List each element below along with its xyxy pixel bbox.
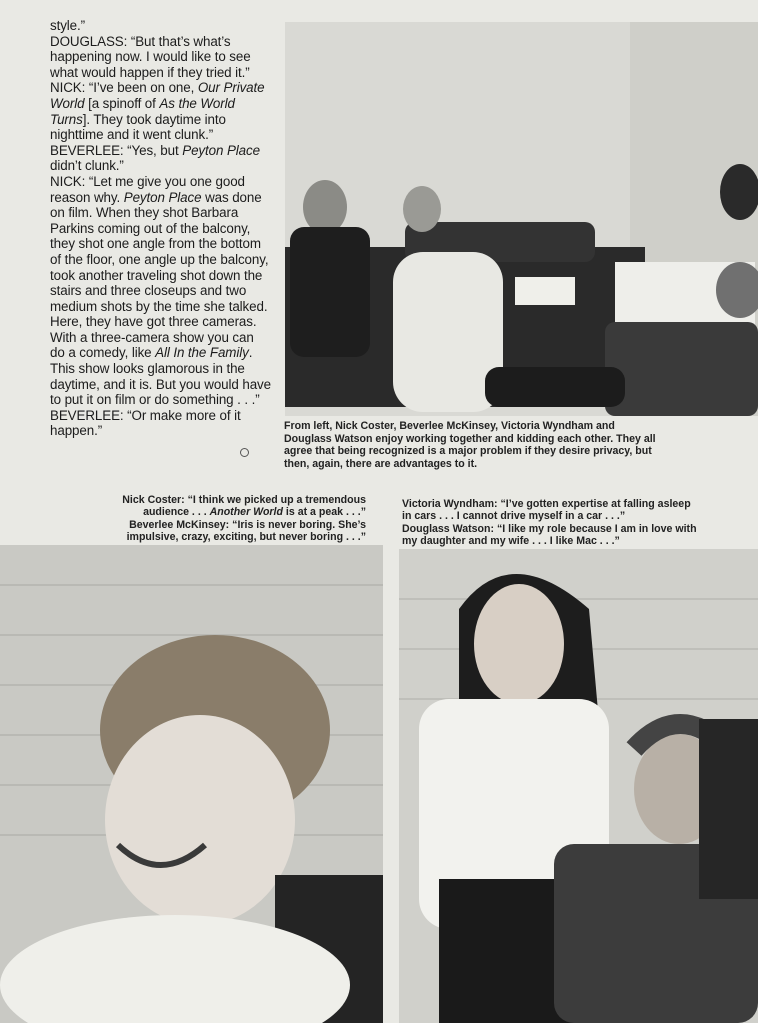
quotes-left-caption	[104, 494, 366, 544]
interview-paragraph: BEVERLEE: “Or make more of it happen.”	[50, 407, 241, 439]
photo-quote: Douglass Watson: “I like my role because I am in love with my daughter and my wife . . . I like Mac . . .”	[402, 522, 697, 548]
interview-paragraph: DOUGLASS: “But that’s what’s happening now. I would like to see what would happen if they tried it.”	[50, 33, 251, 80]
end-of-article-mark	[240, 448, 249, 457]
italic-title: Peyton Place	[123, 189, 202, 205]
portrait-photo-left	[0, 545, 383, 1023]
interview-paragraph: NICK: “I’ve been on one, Our Private World [a spinoff of As the World Turns]. They took daytime into nighttime and it went clunk.”	[50, 80, 265, 143]
portrait-photo-right	[399, 549, 758, 1023]
interview-paragraph: NICK: “Let me give you one good reason why. Peyton Place was done on film. When they shot Barbara Parkins coming out of the balcony, they shot one angle from the bottom of the floor, one angle up the balcony, took another traveling shot down the stairs and three closeups and two medium shots by the time she talked. Here, they have got three cameras. With a three-camera show you can do a comedy, like All In the Family. This show looks glamorous in the daytime, and it is. But you would have to put it on film or do something . . .”	[50, 173, 271, 408]
italic-title: Peyton Place	[182, 142, 260, 158]
photo-quote: Nick Coster: “I think we picked up a tremendous audience . . . Another World is at a peak . . .”	[122, 494, 366, 519]
group-photo-caption: From left, Nick Coster, Beverlee McKinsey, Victoria Wyndham and Douglass Watson enjoy working together and kidding each other. They all agree that being recognized is a major problem if they desire privacy, but then, again, there are advantages to it.	[284, 420, 656, 471]
quotes-right-caption	[402, 498, 702, 548]
italic-title: All In the Family	[155, 345, 249, 361]
interview-paragraph: BEVERLEE: “Yes, but Peyton Place didn’t clunk.”	[50, 142, 260, 174]
italic-title: Another World	[209, 506, 283, 519]
group-photo	[285, 22, 758, 416]
interview-paragraph: style.”	[50, 18, 86, 33]
italic-title: As the World Turns	[50, 95, 235, 127]
interview-text-column	[50, 18, 272, 439]
italic-title: Our Private World	[50, 80, 265, 111]
photo-quote: Victoria Wyndham: “I’ve gotten expertise at falling asleep in cars . . . I cannot drive myself in a car . . .”	[402, 498, 691, 523]
photo-quote: Beverlee McKinsey: “Iris is never boring. She’s impulsive, crazy, exciting, but never boring . . .”	[126, 518, 366, 544]
